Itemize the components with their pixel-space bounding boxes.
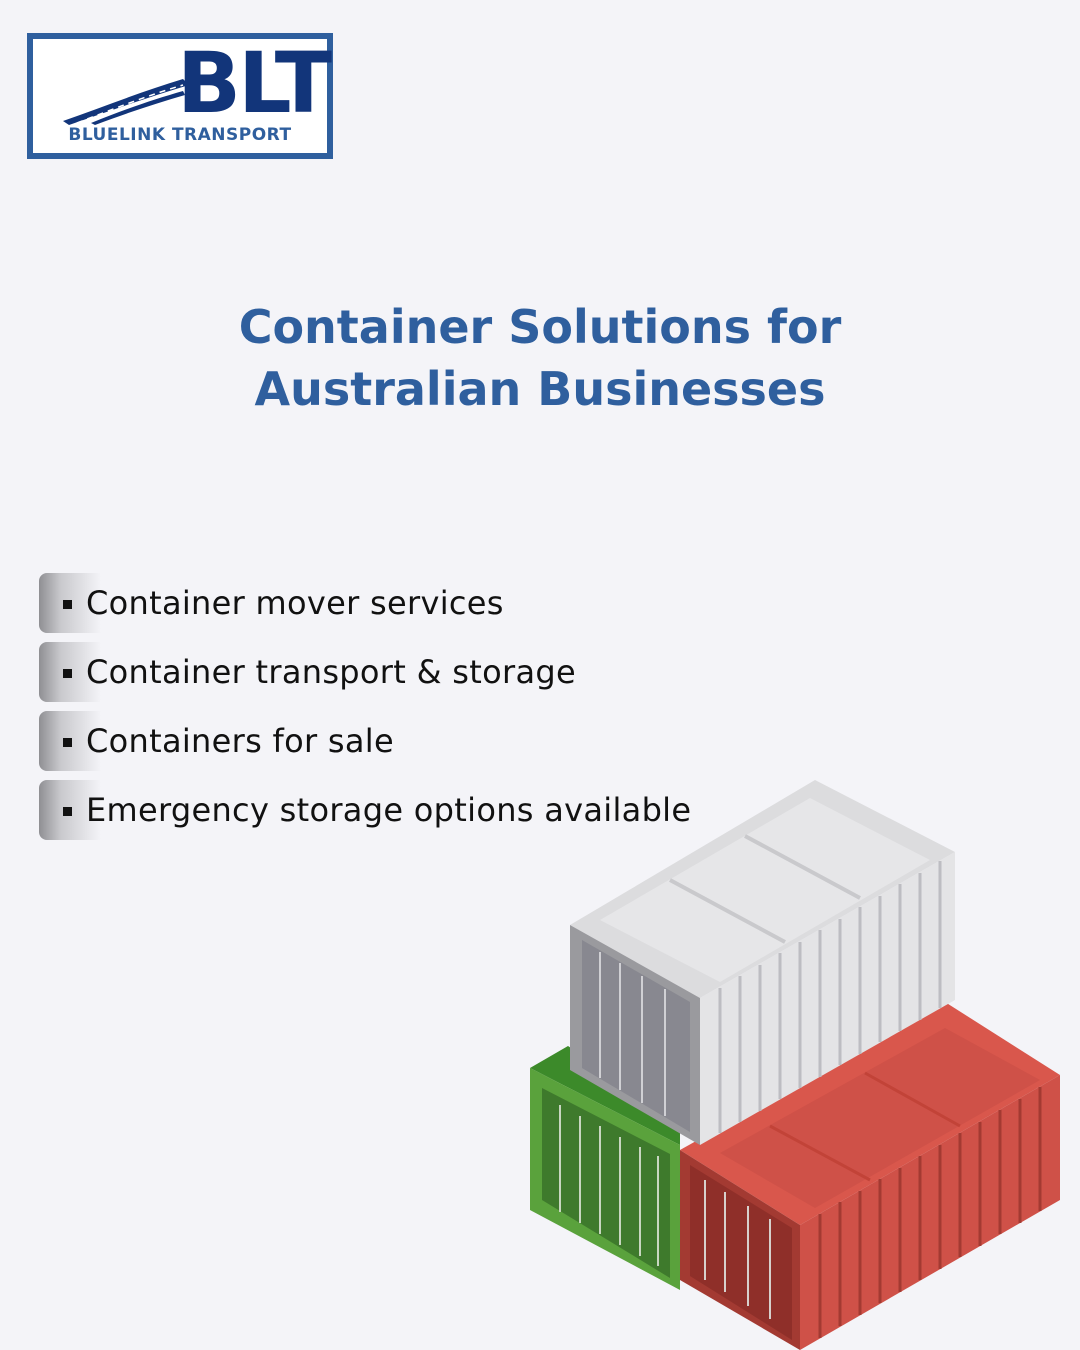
feature-label: Containers for sale	[86, 722, 394, 760]
feature-label: Emergency storage options available	[86, 791, 692, 829]
headline-line-2: Australian Businesses	[254, 362, 826, 416]
feature-label: Container transport & storage	[86, 653, 576, 691]
square-bullet-icon	[63, 600, 72, 609]
feature-label: Container mover services	[86, 584, 504, 622]
logo-wordmark: BLT	[177, 34, 329, 132]
headline-line-1: Container Solutions for	[238, 300, 842, 354]
company-logo	[27, 33, 333, 159]
page-headline	[140, 296, 940, 420]
stacked-shipping-containers-icon	[520, 770, 1080, 1350]
square-bullet-icon	[63, 807, 72, 816]
logo-company-name: BLUELINK TRANSPORT	[68, 125, 292, 145]
square-bullet-icon	[63, 669, 72, 678]
square-bullet-icon	[63, 738, 72, 747]
